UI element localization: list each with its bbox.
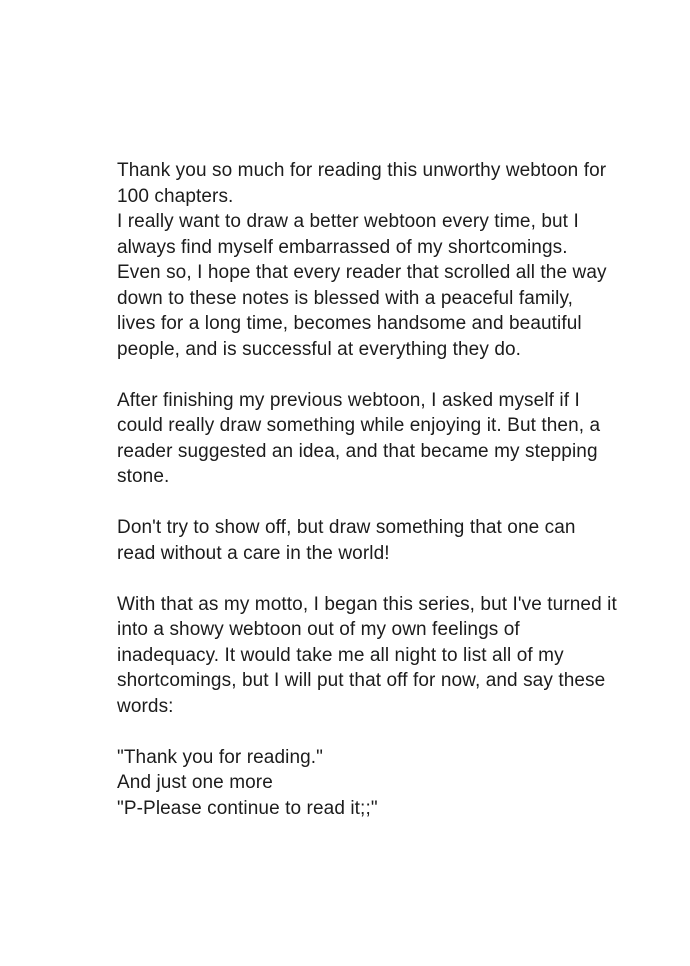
text-line: into a showy webtoon out of my own feelings of	[117, 619, 520, 640]
author-note-text-block	[117, 158, 637, 821]
text-line: inadequacy. It would take me all night to list all of my	[117, 644, 564, 666]
paragraph-series-reflection	[117, 592, 637, 720]
text-line: reader suggested an idea, and that became my stepping	[117, 440, 598, 462]
paragraph-closing-words	[117, 745, 637, 822]
text-line: "Thank you for reading."	[117, 746, 324, 768]
text-line: read without a care in the world!	[117, 542, 390, 564]
text-line: "P-Please continue to read it;;"	[117, 797, 378, 819]
text-line: Don't try to show off, but draw something that one can	[117, 517, 576, 538]
paragraph-thanks	[117, 158, 637, 362]
text-line: lives for a long time, becomes handsome and beautiful	[117, 313, 582, 334]
text-line: people, and is successful at everything they do.	[117, 338, 522, 360]
text-line: down to these notes is blessed with a peaceful family,	[117, 287, 574, 309]
text-line: shortcomings, but I will put that off for now, and say these	[117, 670, 606, 691]
text-line: After finishing my previous webtoon, I asked myself if I	[117, 389, 580, 411]
text-line: words:	[117, 695, 174, 717]
text-line: always find myself embarrassed of my shortcomings.	[117, 236, 568, 258]
text-line: I really want to draw a better webtoon every time, but I	[117, 211, 579, 232]
paragraph-motto	[117, 515, 637, 566]
text-line: With that as my motto, I began this series, but I've turned it	[117, 593, 617, 615]
text-line: 100 chapters.	[117, 185, 234, 207]
text-line: stone.	[117, 466, 170, 487]
text-line: Even so, I hope that every reader that scrolled all the way	[117, 262, 607, 283]
text-line: could really draw something while enjoying it. But then, a	[117, 415, 601, 436]
paragraph-previous-webtoon	[117, 388, 637, 490]
text-line: And just one more	[117, 772, 273, 793]
text-line: Thank you so much for reading this unworthy webtoon for	[117, 160, 607, 181]
